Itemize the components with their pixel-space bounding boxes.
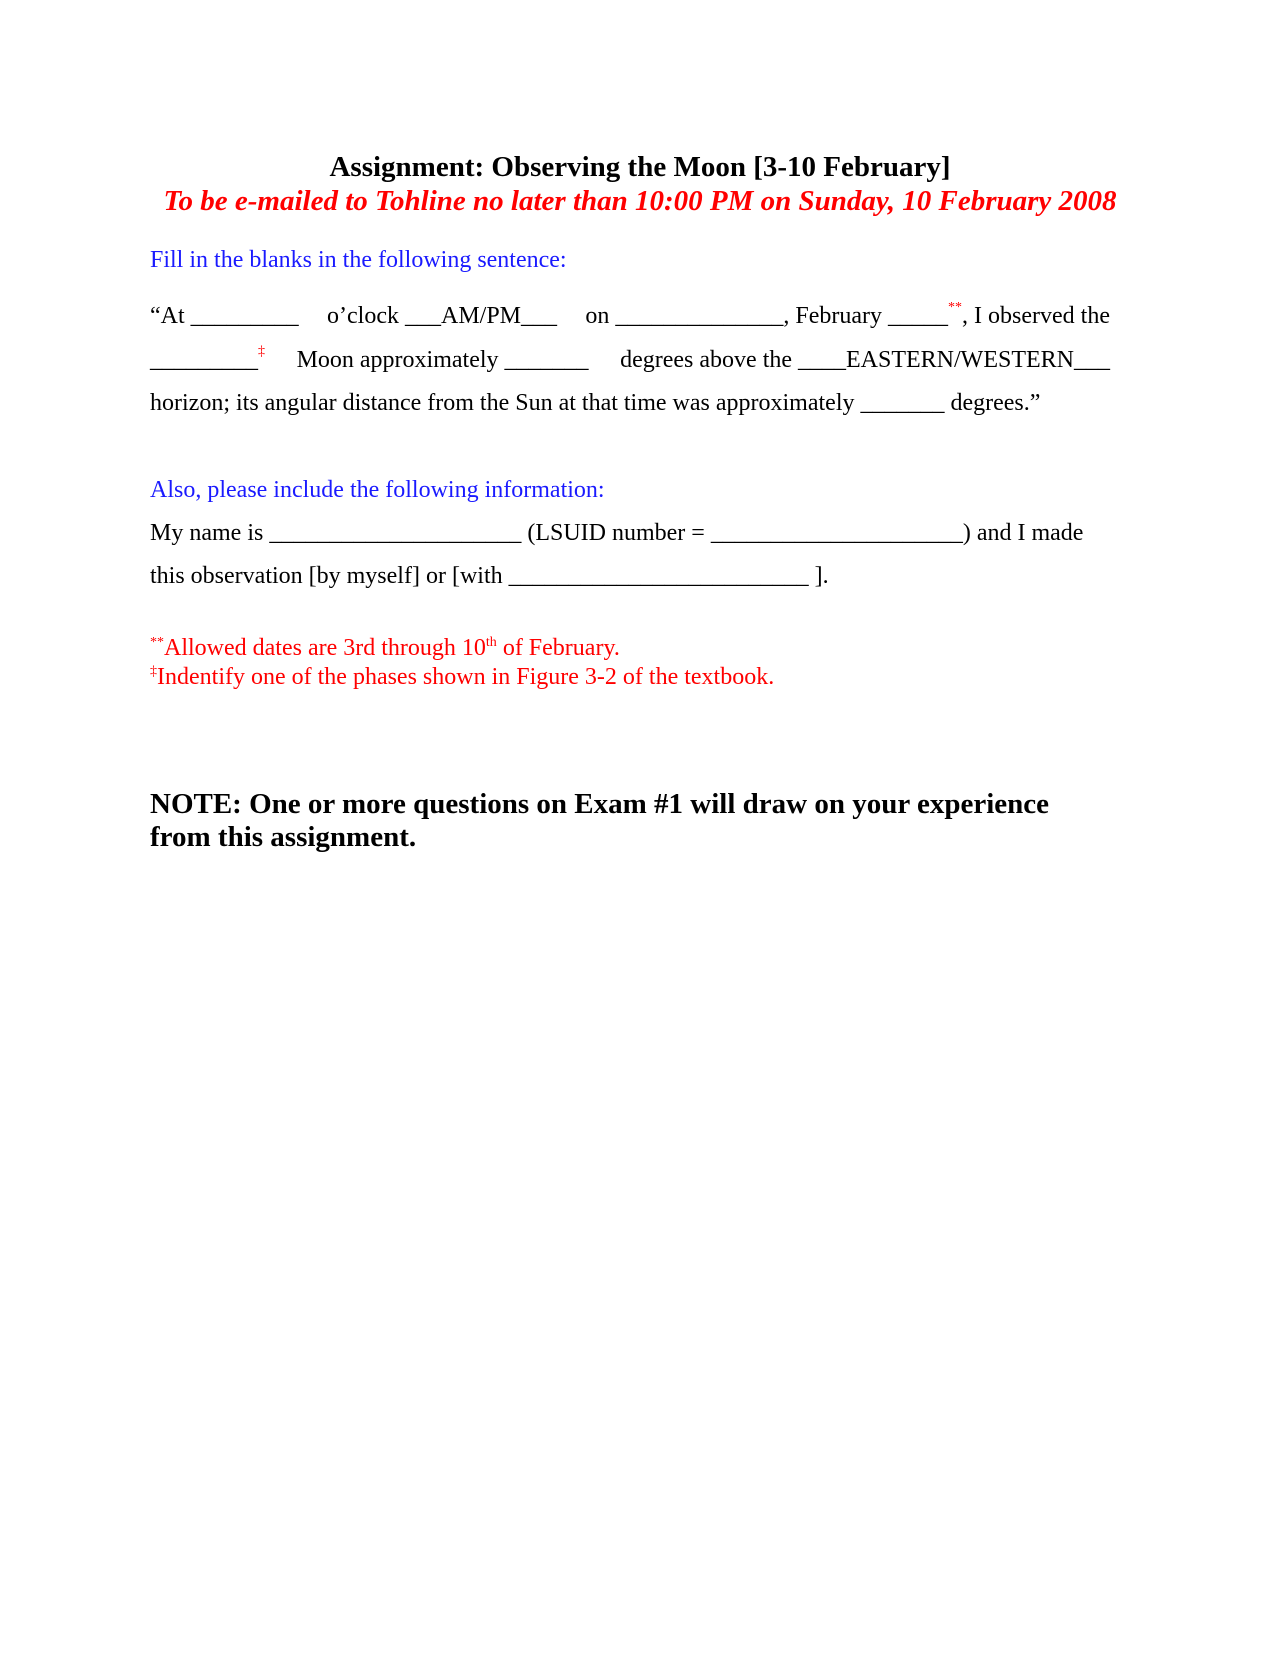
date-footnote-marker: ** (948, 300, 963, 315)
assignment-title: Assignment: Observing the Moon [3-10 February] (329, 151, 951, 183)
also-instruction: Also, please include the following information: (150, 477, 605, 503)
footnote-phases-marker: ‡ (150, 664, 157, 679)
sentence-line-1 (150, 302, 1110, 330)
sentence-part-oclock: o’clock ___AM/PM___ (327, 303, 558, 329)
exam-note: NOTE: One or more questions on Exam #1 will draw on your experience from this assignment. (150, 788, 1049, 853)
sentence-part-moon: Moon approximately _______ (296, 347, 589, 373)
sentence-part-date: on ______________, February _____**, I observed the (585, 300, 1110, 329)
fill-in-instruction: Fill in the blanks in the following sentence: (150, 247, 567, 273)
footnote-phases: ‡Indentify one of the phases shown in Figure 3-2 of the textbook. (150, 664, 775, 690)
footnote-dates-marker: ** (150, 635, 164, 650)
deadline-notice: To be e-mailed to Tohline no later than 10:00 PM on Sunday, 10 February 2008 (163, 185, 1117, 217)
sentence-part-at: “At _________ (150, 303, 299, 329)
sentence-line-2 (150, 346, 1110, 374)
phase-footnote-marker: ‡ (258, 344, 265, 359)
sentence-part-phase: _________‡ (150, 344, 265, 373)
ordinal-suffix: th (485, 635, 497, 650)
footnote-dates: **Allowed dates are 3rd through 10th of February. (150, 635, 620, 661)
sentence-line-3: horizon; its angular distance from the Sun at that time was approximately _______ degrees.” (150, 390, 1041, 416)
info-line-2: this observation [by myself] or [with _________________________ ]. (150, 563, 829, 589)
sentence-part-horizon: degrees above the ____EASTERN/WESTERN___ (620, 347, 1110, 373)
info-line-1: My name is _____________________ (LSUID number = _____________________) and I made (150, 520, 1084, 546)
